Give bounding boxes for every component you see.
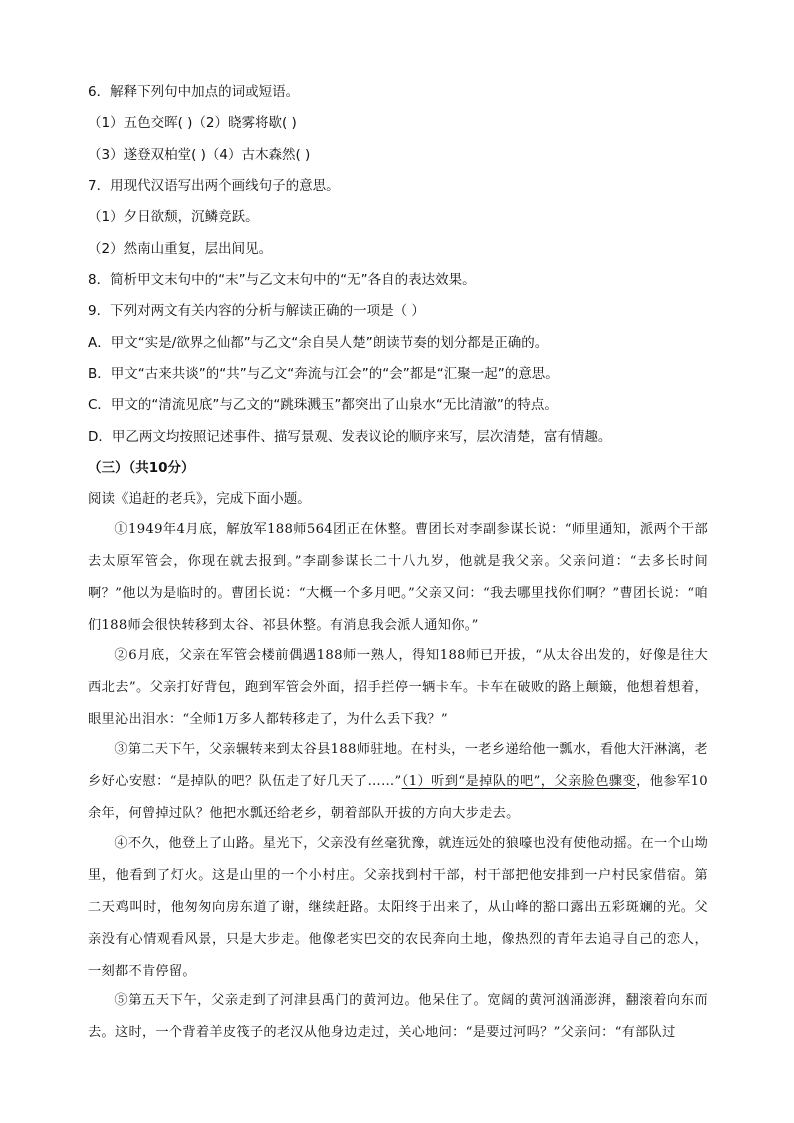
q9-option-a: A．甲文“实是/欲界之仙都”与乙文“余自吴人楚”朗读节奏的划分都是正确的。 (88, 335, 549, 351)
underlined-sentence-1: （1）听到“是掉队的吧”，父亲脸色骤变 (401, 774, 637, 789)
passage-paragraph-1: ①1949年4月底，解放军188师564团正在休整。曹团长对李副参谋长说：“师里通知，派两个干部去太原军管会，你现在就去报到。”李副参谋长二十八九岁，他就是我父亲。父亲问道：“去多长时间啊？”他以为是临时的。曹团长说：“大概一个多月吧。”父亲又问：“我去哪里找你们啊？”曹团长说：“咱们188师会很快转移到太谷、祁县休整。有消息我会派人通知你。” (88, 522, 708, 633)
passage-paragraph-4: ④不久，他登上了山路。星光下，父亲没有丝毫犹豫，就连远处的狼嚎也没有使他动摇。在一个山坳里，他看到了灯火。这是山里的一个小村庄。父亲找到村干部，村干部把他安排到一户村民家借宿。第二天鸡叫时，他匆匆向房东道了谢，继续赶路。太阳终于出来了，从山峰的豁口露出五彩斑斓的光。父亲没有心情观看风景，只是大步走。他像老实巴交的农民奔向土地，像热烈的青年去追寻自己的恋人，一刻都不肯停留。 (88, 836, 708, 979)
q9-option-d: D．甲乙两文均按照记述事件、描写景观、发表议论的顺序来写，层次清楚，富有情趣。 (88, 429, 612, 445)
q6-title: 6．解释下列句中加点的词或短语。 (88, 84, 300, 100)
q7-title: 7．用现代汉语写出两个画线句子的意思。 (88, 178, 340, 194)
passage-paragraph-2: ②6月底，父亲在军管会楼前偶遇188师一熟人，得知188师已开拔，“从太谷出发的，好像是往大西北去”。父亲打好背包，跑到军管会外面，招手拦停一辆卡车。卡车在破败的路上颠簸，他想着想着，眼里沁出泪水：“全师1万多人都转移走了，为什么丢下我？” (88, 648, 708, 727)
passage-paragraph-5: ⑤第五天下午，父亲走到了河津县禹门的黄河边。他呆住了。宽阔的黄河汹涌澎湃，翻滚着向东而去。这时，一个背着羊皮筏子的老汉从他身边走过，关心地问：“是要过河吗？”父亲问：“有部队过 (88, 993, 708, 1040)
paragraph-3-text-a: ③第二天下午，父亲辗转来到太谷县188师驻地。在村头，一老乡递给他一瓢水，看他大汗淋漓，老乡好心安慰：“是掉队的吧？队伍走了好几天了……” (88, 742, 708, 789)
q8-title: 8．简析甲文末句中的“末”与乙文末句中的“无”各自的表达效果。 (88, 272, 476, 288)
q7-item1: （1）夕日欲颓，沉鳞竞跃。 (88, 209, 259, 225)
passage-paragraph-3 (88, 734, 708, 830)
q9-option-c: C．甲文的“清流见底”与乙文的“跳珠溅玉”都突出了山泉水“无比清澈”的特点。 (88, 397, 558, 413)
q6-row1: （1）五色交晖( )（2）晓雾将歇( ) (88, 115, 297, 131)
section-heading: （三）（共10分） (88, 460, 195, 476)
q9-option-b: B．甲文“古来共谈”的“共”与乙文“奔流与江会”的“会”都是“汇聚一起”的意思。 (88, 366, 559, 382)
paragraph-3-text-b: ，他参军10余年，何曾掉过队？他把水瓢还给老乡，朝着部队开拔的方向大步走去。 (88, 774, 708, 821)
q7-item2: （2）然南山重复，层出间见。 (88, 241, 273, 257)
q9-title: 9．下列对两文有关内容的分析与解读正确的一项是（ ） (88, 303, 425, 319)
q6-row2: （3）遂登双柏堂( )（4）古木森然( ) (88, 147, 311, 163)
section-intro: 阅读《追赶的老兵》，完成下面小题。 (88, 491, 311, 507)
